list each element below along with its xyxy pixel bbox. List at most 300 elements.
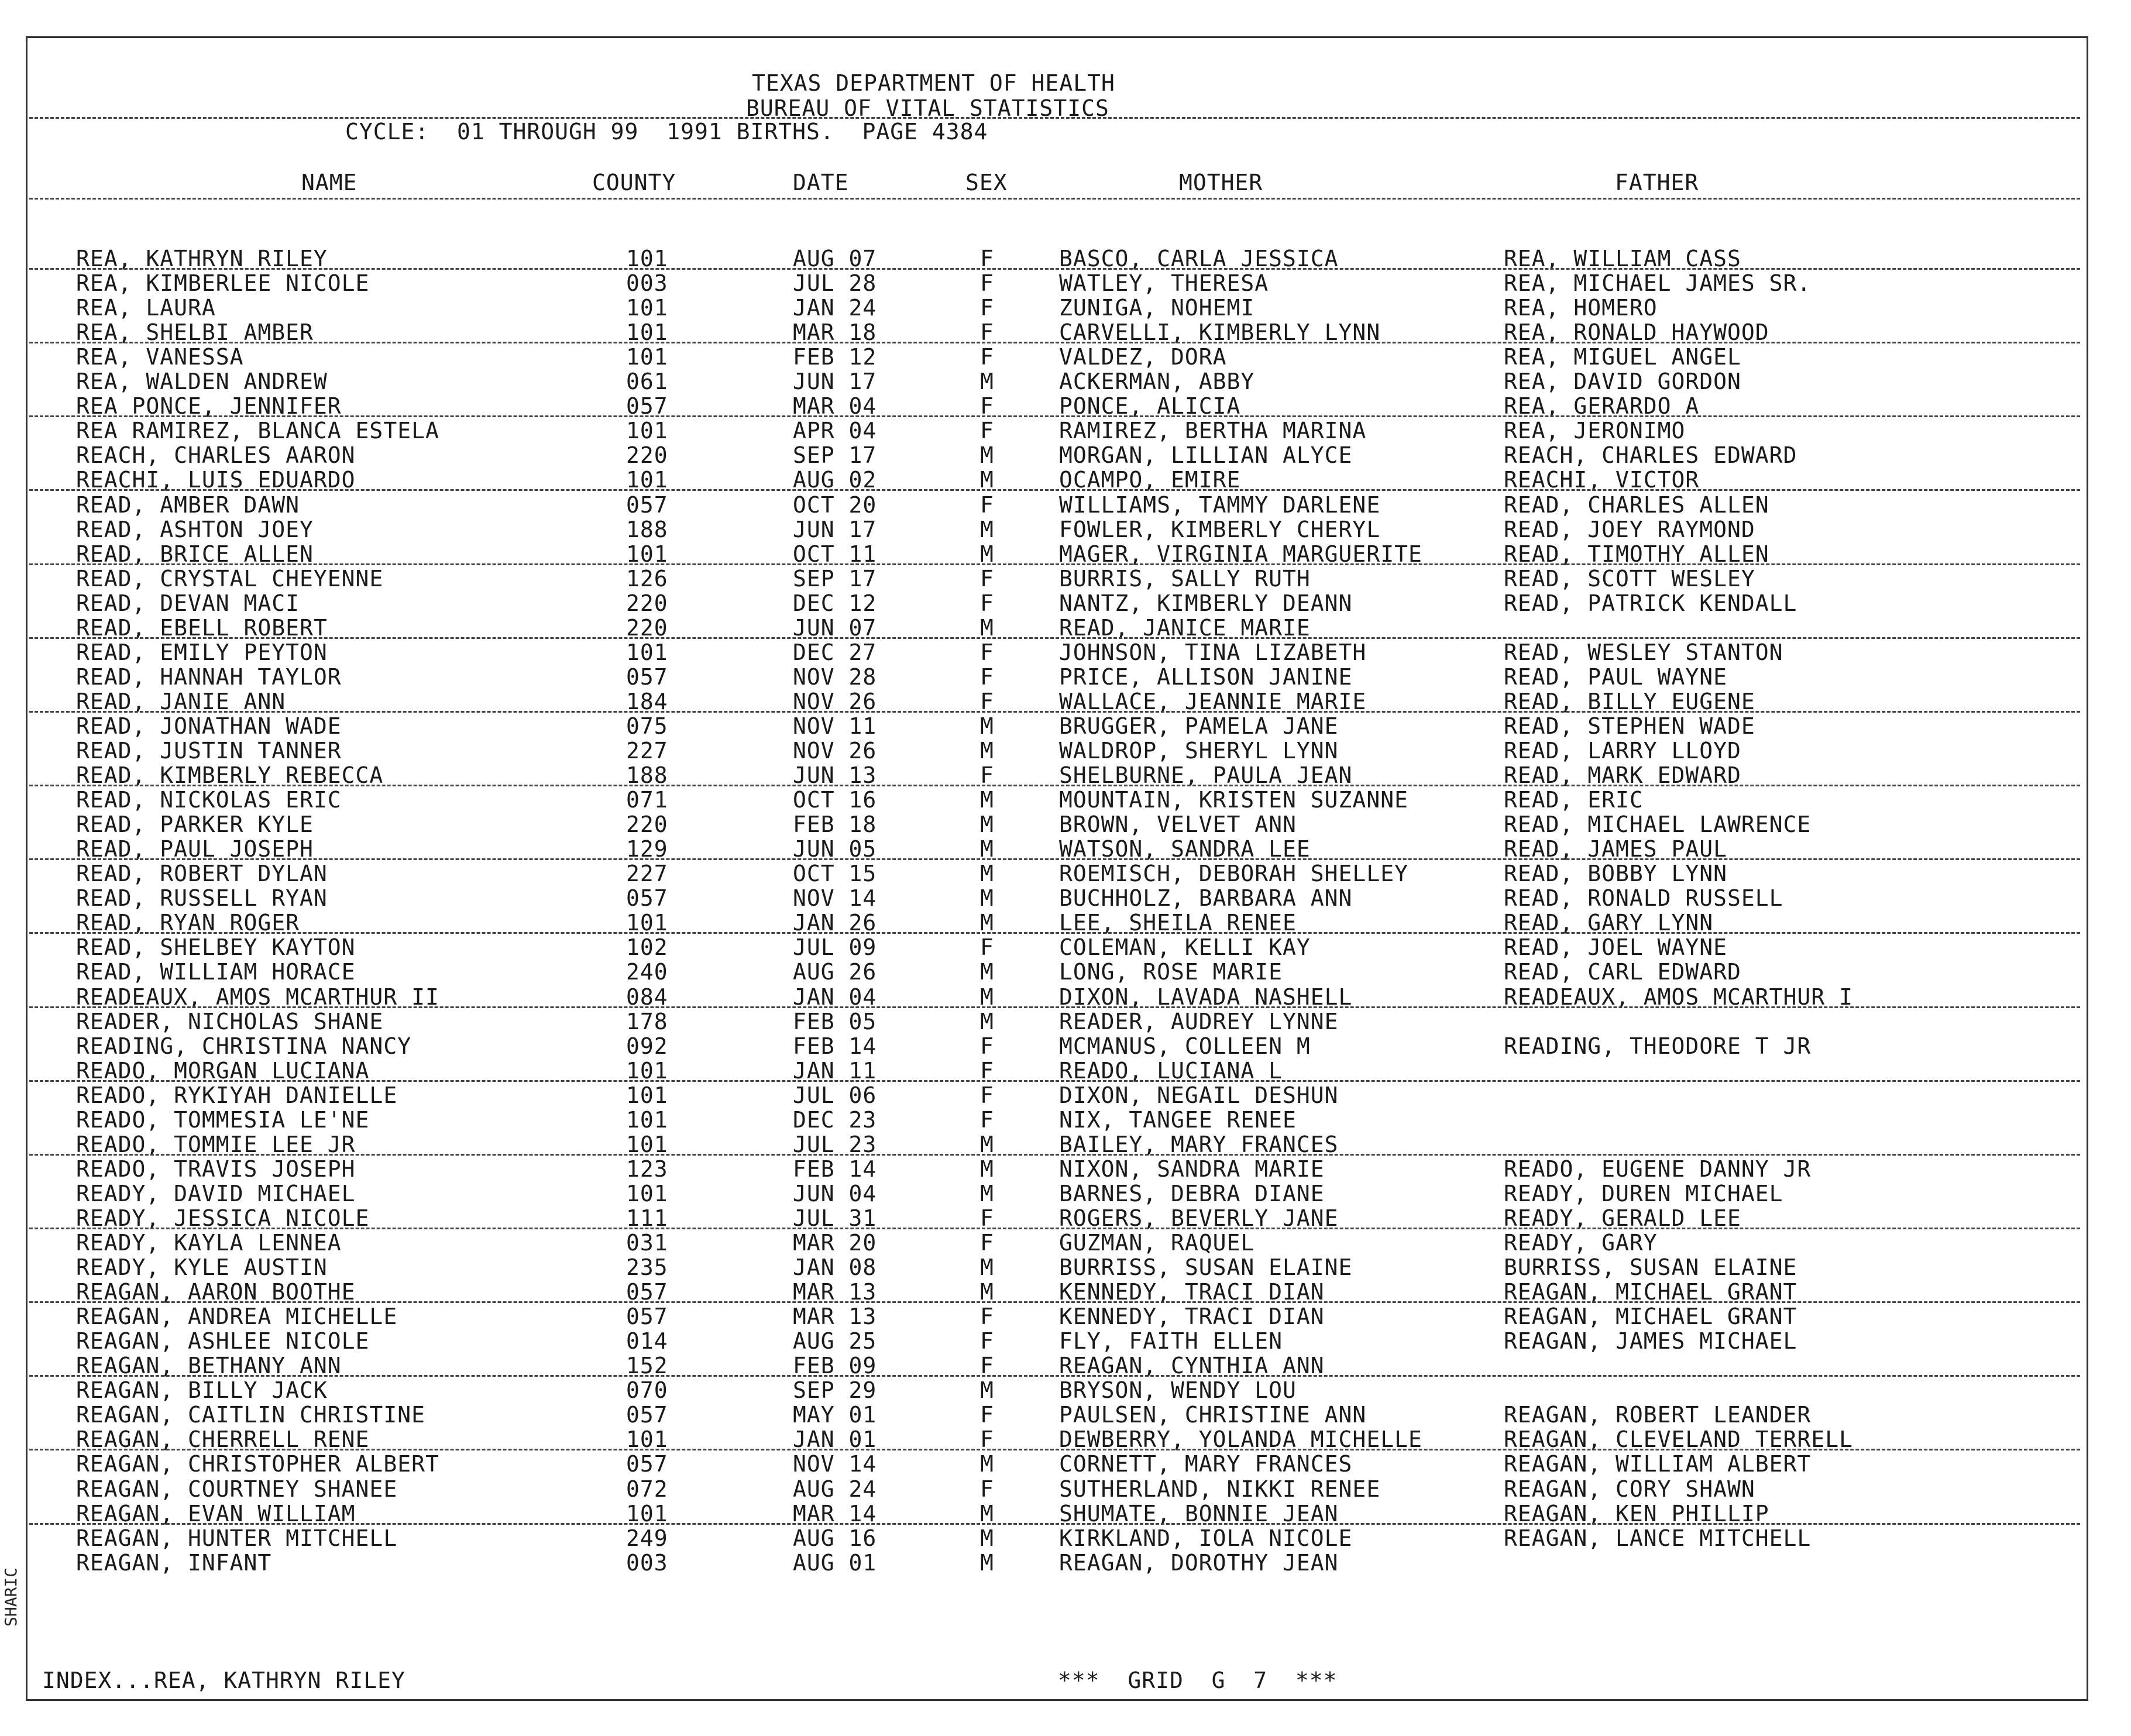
cell-county: 101: [626, 1180, 668, 1206]
table-row: [0, 1329, 2131, 1354]
cell-mother: SUTHERLAND, NIKKI RENEE: [1059, 1476, 1381, 1502]
cell-name: READEAUX, AMOS MCARTHUR II: [76, 984, 439, 1010]
cell-date: JUN 13: [793, 762, 877, 789]
cell-mother: ZUNIGA, NOHEMI: [1059, 295, 1255, 321]
cell-date: FEB 12: [793, 344, 877, 370]
cell-father: REAGAN, JAMES MICHAEL: [1504, 1328, 1797, 1355]
cell-county: 101: [626, 1426, 668, 1453]
cell-date: NOV 28: [793, 664, 877, 690]
cell-mother: BASCO, CARLA JESSICA: [1059, 246, 1339, 271]
cell-name: REA, WALDEN ANDREW: [76, 369, 328, 395]
cell-name: READ, EBELL ROBERT: [76, 614, 328, 641]
cell-mother: DIXON, NEGAIL DESHUN: [1059, 1082, 1339, 1108]
cell-sex: M: [980, 885, 994, 912]
cell-father: REACHI, VICTOR: [1504, 467, 1700, 493]
cell-mother: MOUNTAIN, KRISTEN SUZANNE: [1059, 787, 1408, 813]
cell-county: 031: [626, 1230, 668, 1256]
cell-mother: PRICE, ALLISON JANINE: [1059, 664, 1353, 690]
row-divider: [29, 637, 2080, 639]
cell-sex: F: [980, 762, 994, 789]
cell-sex: M: [980, 1500, 994, 1527]
cell-date: JUN 04: [793, 1180, 877, 1206]
table-row: [0, 1379, 2131, 1403]
cell-county: 057: [626, 1304, 668, 1330]
cell-name: READY, KYLE AUSTIN: [76, 1254, 328, 1281]
cell-county: 101: [626, 910, 668, 936]
cell-mother: PONCE, ALICIA: [1059, 393, 1241, 420]
cell-date: JUL 23: [793, 1131, 877, 1157]
cell-sex: F: [980, 246, 994, 271]
row-divider: [29, 342, 2080, 343]
cell-mother: BURRISS, SUSAN ELAINE: [1059, 1254, 1353, 1281]
cell-name: READ, DEVAN MACI: [76, 590, 300, 616]
cell-name: READ, ASHTON JOEY: [76, 516, 314, 542]
cell-father: READY, GERALD LEE: [1504, 1205, 1741, 1231]
cell-sex: F: [980, 664, 994, 690]
cell-mother: ROEMISCH, DEBORAH SHELLEY: [1059, 861, 1408, 887]
cell-sex: M: [980, 738, 994, 764]
cell-county: 184: [626, 688, 668, 714]
cell-sex: M: [980, 1254, 994, 1281]
cell-sex: F: [980, 1402, 994, 1428]
cell-name: READ, WILLIAM HORACE: [76, 959, 356, 985]
cell-mother: BROWN, VELVET ANN: [1059, 812, 1297, 838]
row-divider: [29, 785, 2080, 786]
cell-county: 227: [626, 738, 668, 764]
cell-name: READO, TOMMIE LEE JR: [76, 1131, 356, 1157]
cell-father: REA, JERONIMO: [1504, 418, 1686, 444]
cell-sex: M: [980, 959, 994, 985]
cell-mother: PAULSEN, CHRISTINE ANN: [1059, 1402, 1367, 1428]
cell-county: 220: [626, 442, 668, 469]
cell-date: DEC 27: [793, 639, 877, 665]
cell-name: READ, RUSSELL RYAN: [76, 885, 328, 912]
cell-father: REAGAN, MICHAEL GRANT: [1504, 1304, 1797, 1330]
cell-sex: M: [980, 467, 994, 493]
cell-date: OCT 11: [793, 541, 877, 567]
cell-mother: JOHNSON, TINA LIZABETH: [1059, 639, 1367, 665]
cell-name: REAGAN, AARON BOOTHE: [76, 1279, 356, 1305]
row-divider: [29, 1154, 2080, 1156]
cell-date: MAR 18: [793, 319, 877, 346]
cell-sex: M: [980, 614, 994, 641]
cell-name: REAGAN, HUNTER MITCHELL: [76, 1525, 398, 1551]
cell-date: JUN 17: [793, 516, 877, 542]
cell-date: DEC 23: [793, 1106, 877, 1133]
cell-name: REAGAN, EVAN WILLIAM: [76, 1500, 356, 1527]
cell-name: READ, EMILY PEYTON: [76, 639, 328, 665]
cell-county: 101: [626, 541, 668, 567]
cell-sex: M: [980, 836, 994, 862]
cycle-line: CYCLE: 01 THROUGH 99 1991 BIRTHS. PAGE 4384: [345, 119, 988, 145]
cell-mother: NIX, TANGEE RENEE: [1059, 1106, 1297, 1133]
cell-sex: M: [980, 910, 994, 936]
cell-sex: F: [980, 1057, 994, 1084]
cell-county: 084: [626, 984, 668, 1010]
cell-name: READER, NICHOLAS SHANE: [76, 1008, 384, 1034]
cell-father: READ, JOEY RAYMOND: [1504, 516, 1755, 542]
cell-sex: F: [980, 1328, 994, 1355]
cell-county: 227: [626, 861, 668, 887]
cell-father: REA, MIGUEL ANGEL: [1504, 344, 1741, 370]
table-row: [0, 1084, 2131, 1108]
footer-index: INDEX...REA, KATHRYN RILEY: [42, 1668, 405, 1693]
table-row: [0, 271, 2131, 296]
row-divider: [29, 1523, 2080, 1525]
cell-name: READY, DAVID MICHAEL: [76, 1180, 356, 1206]
cell-county: 057: [626, 885, 668, 912]
cell-sex: F: [980, 418, 994, 444]
cell-sex: F: [980, 1106, 994, 1133]
cell-mother: WATSON, SANDRA LEE: [1059, 836, 1311, 862]
cell-name: REAGAN, CHRISTOPHER ALBERT: [76, 1451, 439, 1477]
cell-sex: F: [980, 1353, 994, 1379]
cell-name: READO, TOMMESIA LE'NE: [76, 1106, 370, 1133]
cell-county: 014: [626, 1328, 668, 1355]
cell-name: READ, JANIE ANN: [76, 688, 286, 714]
cell-date: FEB 05: [793, 1008, 877, 1034]
cell-name: READ, PARKER KYLE: [76, 812, 314, 838]
cell-date: FEB 18: [793, 812, 877, 838]
cell-mother: READ, JANICE MARIE: [1059, 614, 1311, 641]
cell-county: 101: [626, 246, 668, 271]
cell-name: REAGAN, BILLY JACK: [76, 1377, 328, 1404]
cell-sex: M: [980, 1451, 994, 1477]
table-row: [0, 739, 2131, 764]
table-row: [0, 592, 2131, 616]
cell-date: MAR 14: [793, 1500, 877, 1527]
cell-mother: CORNETT, MARY FRANCES: [1059, 1451, 1353, 1477]
cell-mother: OCAMPO, EMIRE: [1059, 467, 1241, 493]
cell-date: JUN 07: [793, 614, 877, 641]
cell-mother: MAGER, VIRGINIA MARGUERITE: [1059, 541, 1422, 567]
table-row: [0, 641, 2131, 665]
header-line2: BUREAU OF VITAL STATISTICS: [746, 95, 1109, 121]
cell-sex: F: [980, 1033, 994, 1059]
cell-name: REACHI, LUIS EDUARDO: [76, 467, 356, 493]
cell-sex: M: [980, 1377, 994, 1404]
cell-father: READ, LARRY LLOYD: [1504, 738, 1741, 764]
cell-name: READ, RYAN ROGER: [76, 910, 300, 936]
cell-sex: F: [980, 1304, 994, 1330]
column-header-name: NAME: [301, 170, 358, 195]
table-row: [0, 567, 2131, 592]
cell-county: 101: [626, 1500, 668, 1527]
cell-county: 101: [626, 639, 668, 665]
row-divider: [29, 932, 2080, 934]
cell-date: MAR 04: [793, 393, 877, 420]
table-row: [0, 1010, 2131, 1034]
cell-mother: WILLIAMS, TAMMY DARLENE: [1059, 491, 1381, 518]
cell-name: REA, KATHRYN RILEY: [76, 246, 328, 271]
cell-name: READO, RYKIYAH DANIELLE: [76, 1082, 398, 1108]
cell-father: REAGAN, KEN PHILLIP: [1504, 1500, 1769, 1527]
table-row: [0, 1231, 2131, 1256]
cell-date: AUG 16: [793, 1525, 877, 1551]
cell-mother: FOWLER, KIMBERLY CHERYL: [1059, 516, 1381, 542]
column-header-sex: SEX: [965, 170, 1008, 195]
table-row: [0, 370, 2131, 394]
cell-father: READ, MICHAEL LAWRENCE: [1504, 812, 1812, 838]
cell-date: NOV 26: [793, 738, 877, 764]
cell-father: REA, WILLIAM CASS: [1504, 246, 1741, 271]
cell-county: 057: [626, 1402, 668, 1428]
cell-sex: F: [980, 565, 994, 592]
row-divider: [29, 1449, 2080, 1450]
cell-date: FEB 14: [793, 1156, 877, 1182]
table-row: [0, 419, 2131, 444]
cell-father: READ, SCOTT WESLEY: [1504, 565, 1755, 592]
cell-mother: KENNEDY, TRACI DIAN: [1059, 1279, 1325, 1305]
cell-date: NOV 14: [793, 1451, 877, 1477]
cell-father: REAGAN, ROBERT LEANDER: [1504, 1402, 1812, 1428]
cell-name: READO, MORGAN LUCIANA: [76, 1057, 370, 1084]
cell-father: READ, WESLEY STANTON: [1504, 639, 1783, 665]
table-row: [0, 886, 2131, 911]
cell-county: 123: [626, 1156, 668, 1182]
cell-mother: VALDEZ, DORA: [1059, 344, 1227, 370]
cell-name: READ, BRICE ALLEN: [76, 541, 314, 567]
cell-county: 220: [626, 590, 668, 616]
table-row: [0, 1305, 2131, 1329]
cell-father: READING, THEODORE T JR: [1504, 1033, 1812, 1059]
cell-father: READ, CHARLES ALLEN: [1504, 491, 1769, 518]
cell-sex: M: [980, 1180, 994, 1206]
cell-sex: M: [980, 516, 994, 542]
cell-name: READING, CHRISTINA NANCY: [76, 1033, 412, 1059]
cell-county: 057: [626, 393, 668, 420]
cell-name: REAGAN, INFANT: [76, 1549, 272, 1576]
cell-sex: F: [980, 1205, 994, 1231]
table-row: [0, 1403, 2131, 1428]
cell-date: APR 04: [793, 418, 877, 444]
cell-county: 092: [626, 1033, 668, 1059]
cell-name: REAGAN, CHERRELL RENE: [76, 1426, 370, 1453]
cell-date: MAR 20: [793, 1230, 877, 1256]
cell-father: REA, GERARDO A: [1504, 393, 1700, 420]
cell-date: SEP 17: [793, 442, 877, 469]
cell-mother: ROGERS, BEVERLY JANE: [1059, 1205, 1339, 1231]
table-row: [0, 296, 2131, 321]
cell-date: MAY 01: [793, 1402, 877, 1428]
cell-county: 188: [626, 516, 668, 542]
cell-sex: F: [980, 1082, 994, 1108]
cell-name: REACH, CHARLES AARON: [76, 442, 356, 469]
cell-county: 249: [626, 1525, 668, 1551]
cell-mother: WALDROP, SHERYL LYNN: [1059, 738, 1339, 764]
cell-county: 220: [626, 812, 668, 838]
cell-date: JAN 26: [793, 910, 877, 936]
cell-name: REAGAN, COURTNEY SHANEE: [76, 1476, 398, 1502]
cell-name: READ, ROBERT DYLAN: [76, 861, 328, 887]
table-row: [0, 665, 2131, 690]
cell-mother: DIXON, LAVADA NASHELL: [1059, 984, 1353, 1010]
cell-father: REAGAN, WILLIAM ALBERT: [1504, 1451, 1812, 1477]
cell-father: REA, HOMERO: [1504, 295, 1658, 321]
cell-mother: WATLEY, THERESA: [1059, 270, 1269, 297]
cell-mother: BRUGGER, PAMELA JANE: [1059, 713, 1339, 739]
cell-date: OCT 16: [793, 787, 877, 813]
cell-father: READ, PATRICK KENDALL: [1504, 590, 1797, 616]
row-divider: [29, 415, 2080, 417]
cell-date: AUG 26: [793, 959, 877, 985]
cell-date: JUL 06: [793, 1082, 877, 1108]
cell-county: 101: [626, 319, 668, 346]
table-row: [0, 1527, 2131, 1551]
cell-father: READ, CARL EDWARD: [1504, 959, 1741, 985]
cell-mother: LONG, ROSE MARIE: [1059, 959, 1283, 985]
cell-mother: RAMIREZ, BERTHA MARINA: [1059, 418, 1367, 444]
cell-date: JAN 08: [793, 1254, 877, 1281]
cell-county: 101: [626, 344, 668, 370]
cell-county: 003: [626, 270, 668, 297]
cell-name: READO, TRAVIS JOSEPH: [76, 1156, 356, 1182]
row-divider: [29, 1301, 2080, 1303]
cell-date: AUG 25: [793, 1328, 877, 1355]
cell-county: 220: [626, 614, 668, 641]
cell-county: 101: [626, 1057, 668, 1084]
column-header-mother: MOTHER: [1179, 170, 1263, 195]
cell-father: READ, JOEL WAYNE: [1504, 934, 1728, 961]
cell-county: 057: [626, 664, 668, 690]
cell-date: MAR 13: [793, 1279, 877, 1305]
table-row: [0, 1551, 2131, 1576]
cell-father: READ, TIMOTHY ALLEN: [1504, 541, 1769, 567]
cell-mother: DEWBERRY, YOLANDA MICHELLE: [1059, 1426, 1422, 1453]
cell-sex: F: [980, 1426, 994, 1453]
cell-county: 235: [626, 1254, 668, 1281]
cell-mother: REAGAN, CYNTHIA ANN: [1059, 1353, 1325, 1379]
row-divider: [29, 711, 2080, 713]
column-header-date: DATE: [793, 170, 849, 195]
cell-father: READ, JAMES PAUL: [1504, 836, 1728, 862]
cell-name: REA, VANESSA: [76, 344, 244, 370]
cell-date: FEB 14: [793, 1033, 877, 1059]
cell-sex: M: [980, 1008, 994, 1034]
cell-name: READ, CRYSTAL CHEYENNE: [76, 565, 384, 592]
cell-date: AUG 07: [793, 246, 877, 271]
column-header-divider: [29, 198, 2080, 200]
cell-county: 003: [626, 1549, 668, 1576]
cell-county: 071: [626, 787, 668, 813]
cell-mother: GUZMAN, RAQUEL: [1059, 1230, 1255, 1256]
cell-name: READ, JONATHAN WADE: [76, 713, 342, 739]
cell-father: READY, DUREN MICHAEL: [1504, 1180, 1783, 1206]
table-row: [0, 714, 2131, 739]
cell-sex: M: [980, 1525, 994, 1551]
cell-county: 188: [626, 762, 668, 789]
cell-date: NOV 26: [793, 688, 877, 714]
cell-father: REAGAN, MICHAEL GRANT: [1504, 1279, 1797, 1305]
cell-mother: BUCHHOLZ, BARBARA ANN: [1059, 885, 1353, 912]
cell-sex: M: [980, 541, 994, 567]
cell-mother: MORGAN, LILLIAN ALYCE: [1059, 442, 1353, 469]
cell-name: READ, KIMBERLY REBECCA: [76, 762, 384, 789]
cell-father: READ, GARY LYNN: [1504, 910, 1714, 936]
cell-county: 101: [626, 1131, 668, 1157]
cell-mother: CARVELLI, KIMBERLY LYNN: [1059, 319, 1381, 346]
cell-name: REAGAN, ASHLEE NICOLE: [76, 1328, 370, 1355]
cell-date: JAN 24: [793, 295, 877, 321]
cell-name: READ, NICKOLAS ERIC: [76, 787, 342, 813]
side-label: SHARIC: [1, 1567, 20, 1627]
cell-name: REAGAN, ANDREA MICHELLE: [76, 1304, 398, 1330]
cell-sex: F: [980, 639, 994, 665]
cell-county: 178: [626, 1008, 668, 1034]
cell-father: BURRISS, SUSAN ELAINE: [1504, 1254, 1797, 1281]
cell-date: OCT 20: [793, 491, 877, 518]
cell-county: 126: [626, 565, 668, 592]
cell-county: 101: [626, 418, 668, 444]
row-divider: [29, 489, 2080, 491]
cell-father: REA, RONALD HAYWOOD: [1504, 319, 1769, 346]
table-row: [0, 493, 2131, 518]
cell-date: JAN 04: [793, 984, 877, 1010]
cell-father: REAGAN, CLEVELAND TERRELL: [1504, 1426, 1853, 1453]
cell-sex: M: [980, 1156, 994, 1182]
cell-sex: M: [980, 369, 994, 395]
cell-father: READ, MARK EDWARD: [1504, 762, 1741, 789]
row-divider: [29, 1080, 2080, 1082]
cell-date: OCT 15: [793, 861, 877, 887]
cell-mother: BARNES, DEBRA DIANE: [1059, 1180, 1325, 1206]
table-row: [0, 1182, 2131, 1206]
table-row: [0, 1034, 2131, 1059]
table-row: [0, 1108, 2131, 1133]
cell-sex: F: [980, 319, 994, 346]
cell-father: REA, DAVID GORDON: [1504, 369, 1741, 395]
cell-mother: READO, LUCIANA L: [1059, 1057, 1283, 1084]
cell-date: FEB 09: [793, 1353, 877, 1379]
cell-mother: SHELBURNE, PAULA JEAN: [1059, 762, 1353, 789]
cell-mother: SHUMATE, BONNIE JEAN: [1059, 1500, 1339, 1527]
cell-sex: F: [980, 295, 994, 321]
cell-sex: F: [980, 688, 994, 714]
cell-mother: NANTZ, KIMBERLY DEANN: [1059, 590, 1353, 616]
cell-date: AUG 02: [793, 467, 877, 493]
cell-date: JUL 31: [793, 1205, 877, 1231]
cell-father: READO, EUGENE DANNY JR: [1504, 1156, 1812, 1182]
row-divider: [29, 1006, 2080, 1008]
cell-name: READ, HANNAH TAYLOR: [76, 664, 342, 690]
column-header-father: FATHER: [1615, 170, 1699, 195]
cell-date: JAN 11: [793, 1057, 877, 1084]
cell-county: 057: [626, 491, 668, 518]
table-row: [0, 1452, 2131, 1477]
cell-sex: F: [980, 270, 994, 297]
cell-father: REAGAN, LANCE MITCHELL: [1504, 1525, 1812, 1551]
cell-sex: F: [980, 590, 994, 616]
cell-date: DEC 12: [793, 590, 877, 616]
cell-mother: REAGAN, DOROTHY JEAN: [1059, 1549, 1339, 1576]
cell-county: 101: [626, 467, 668, 493]
cell-date: JUN 17: [793, 369, 877, 395]
cell-father: READ, ERIC: [1504, 787, 1644, 813]
cell-mother: KENNEDY, TRACI DIAN: [1059, 1304, 1325, 1330]
cell-mother: NIXON, SANDRA MARIE: [1059, 1156, 1325, 1182]
row-divider: [29, 563, 2080, 565]
table-row: [0, 345, 2131, 370]
cell-sex: M: [980, 1279, 994, 1305]
cell-sex: M: [980, 713, 994, 739]
cell-name: READ, JUSTIN TANNER: [76, 738, 342, 764]
table-row: [0, 960, 2131, 985]
cell-date: SEP 29: [793, 1377, 877, 1404]
cell-date: NOV 14: [793, 885, 877, 912]
cell-mother: READER, AUDREY LYNNE: [1059, 1008, 1339, 1034]
row-divider: [29, 1228, 2080, 1229]
header-divider: [29, 117, 2080, 119]
